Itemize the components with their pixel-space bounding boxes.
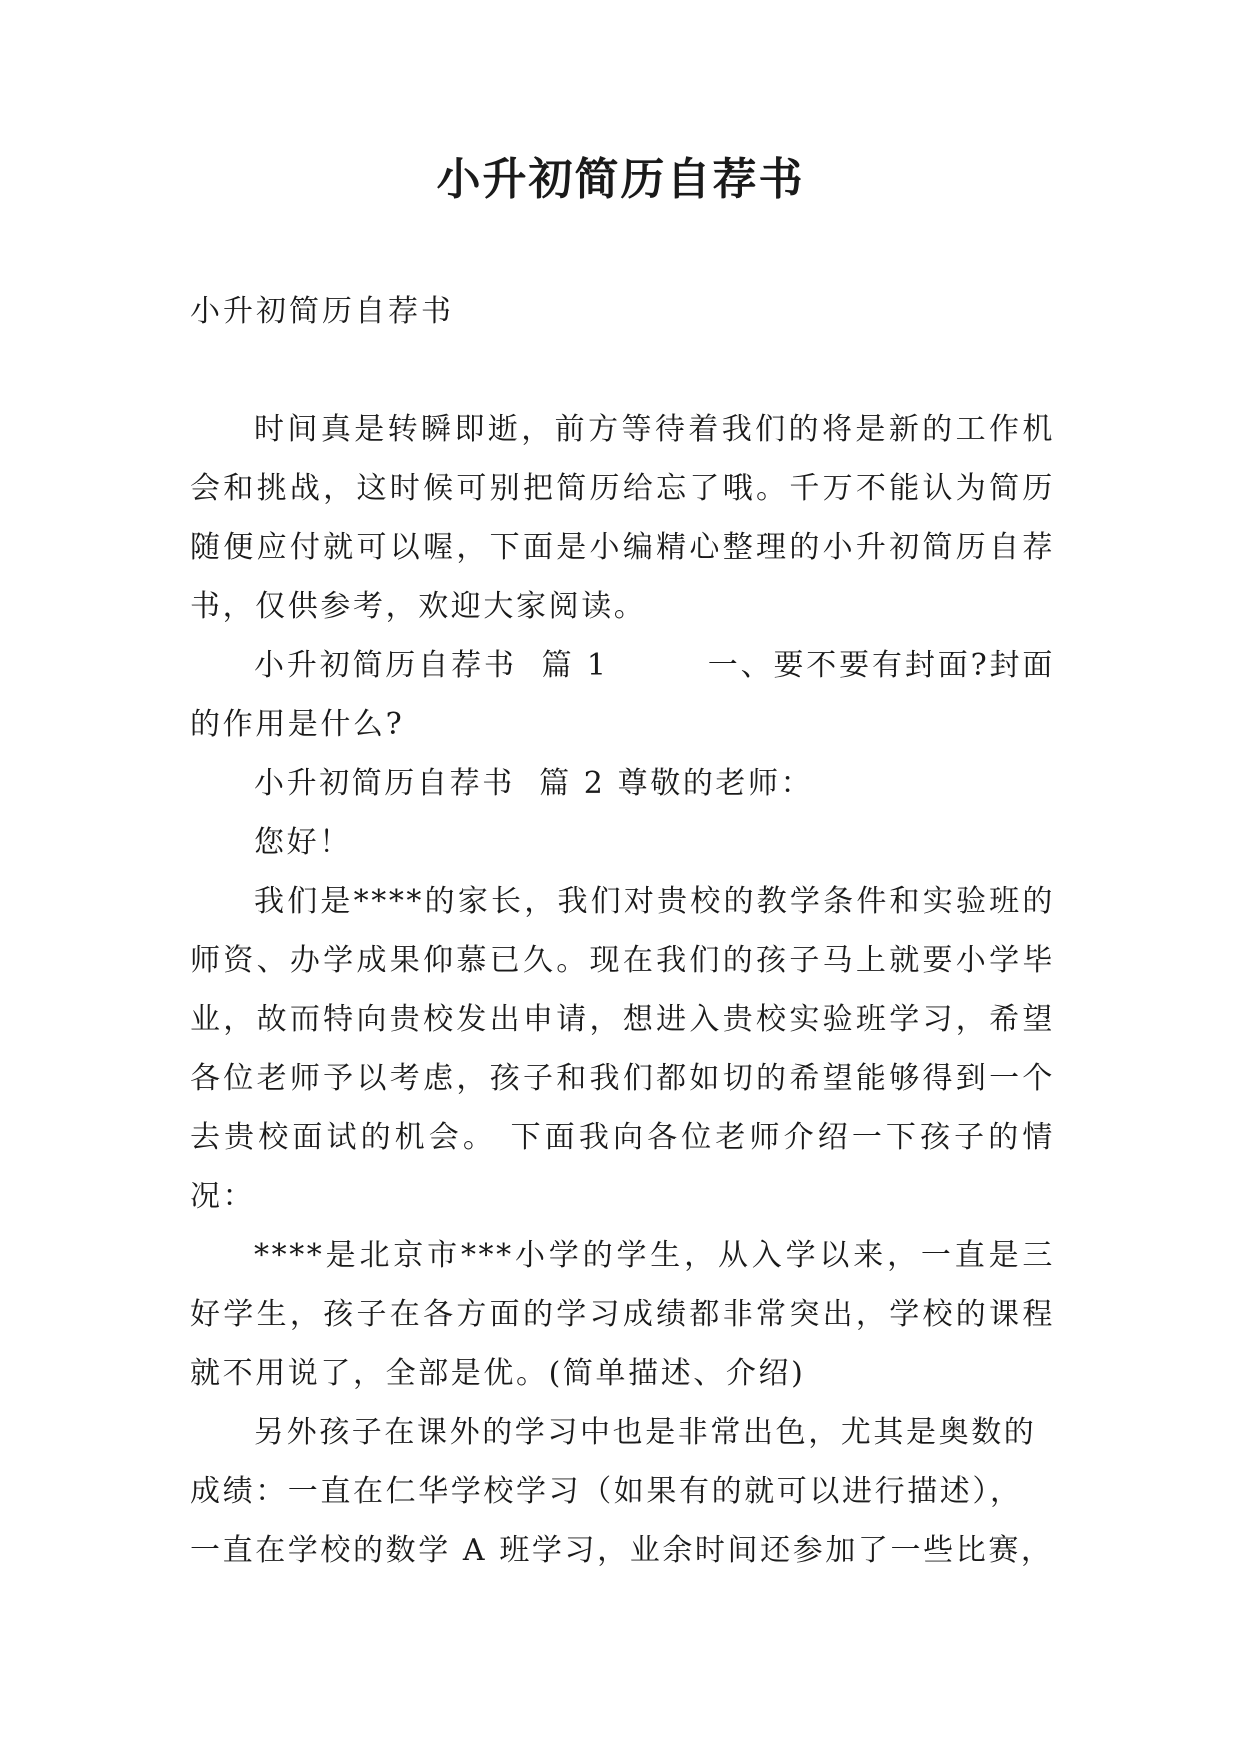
paragraph-greeting: 您好！ [254, 825, 352, 860]
paragraph-intro: 时间真是转瞬即逝，前方等待着我们的将是新的工作机会和挑战，这时候可别把简历给忘了哦。千万不能认为简历随便应付就可以喔，下面是小编精心整理的小升初简历自荐书，仅供参考，欢迎大家阅读。 [190, 412, 1055, 624]
paragraph-student-intro: ****是北京市***小学的学生，从入学以来，一直是三好学生，孩子在各方面的学习成绩都非常突出，学校的课程就不用说了，全部是优。(简单描述、介绍) [190, 1238, 1055, 1391]
document-body [190, 400, 1055, 1580]
paragraph-extracurricular: 另外孩子在课外的学习中也是非常出色，尤其是奥数的成绩：一直在仁华学校学习（如果有的就可以进行描述），一直在学校的数学 A 班学习，业余时间还参加了一些比赛， [190, 1415, 1054, 1568]
document-subtitle: 小升初简历自荐书 [190, 294, 454, 329]
paragraph-application: 我们是****的家长，我们对贵校的教学条件和实验班的师资、办学成果仰慕已久。现在我们的孩子马上就要小学毕业，故而特向贵校发出申请，想进入贵校实验班学习，希望各位老师予以考虑，孩子和我们都如切的希望能够得到一个去贵校面试的机会。 下面我向各位老师介绍一下孩子的情况： [190, 884, 1055, 1214]
paragraph-part-2: 小升初简历自荐书 篇 2 尊敬的老师： [254, 766, 814, 801]
document-title: 小升初简历自荐书 [436, 154, 805, 205]
paragraph-part-1: 小升初简历自荐书 篇 1 一、要不要有封面?封面的作用是什么? [190, 648, 1055, 742]
